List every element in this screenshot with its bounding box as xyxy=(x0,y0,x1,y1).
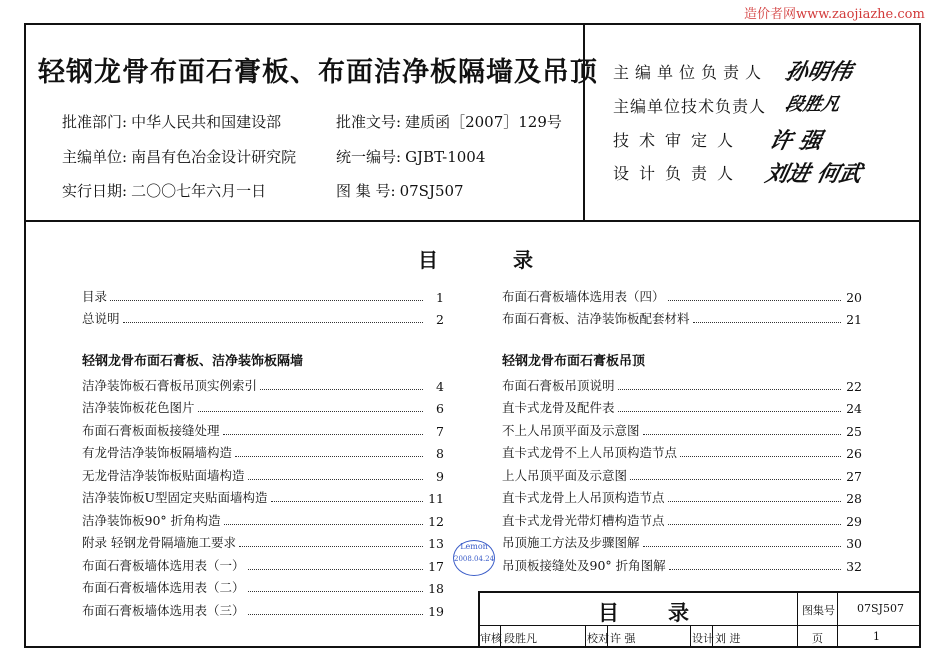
approval-dept-label: 批准部门: xyxy=(62,113,128,131)
signature-chief-unit: 孙明伟 xyxy=(782,59,855,85)
toc-entry[interactable]: 布面石膏板墙体选用表（四） 20 xyxy=(502,288,862,305)
toc-entry[interactable]: 直卡式龙骨不上人吊顶构造节点 26 xyxy=(502,445,862,461)
frame-bottom xyxy=(24,646,921,648)
frame-right xyxy=(919,23,921,648)
toc-left-top xyxy=(82,282,444,327)
toc-entry[interactable]: 布面石膏板吊顶说明 22 xyxy=(502,377,862,394)
signature-reviewer: 许 强 xyxy=(766,128,825,154)
unified-no-value: GJBT-1004 xyxy=(405,148,486,166)
toc-entry[interactable]: 无龙骨洁净装饰板贴面墙构造 9 xyxy=(82,467,444,484)
toc-right-items xyxy=(502,371,862,574)
toc-entry[interactable]: 不上人吊顶平面及示意图 25 xyxy=(502,422,862,439)
site-watermark: 造价者网www.zaojiazhe.com xyxy=(744,7,925,22)
titleblock-sep-4 xyxy=(690,625,691,647)
titleblock-mid xyxy=(478,625,921,626)
resp-role-tech-chief: 主编单位技术负责人 xyxy=(613,97,767,116)
titleblock-page-label: 页 xyxy=(812,632,823,645)
frame-top xyxy=(24,23,921,25)
stamp-name: Lemon xyxy=(460,542,488,551)
effective-value: 二〇〇七年六月一日 xyxy=(131,182,267,200)
frame-left xyxy=(24,23,26,648)
toc-entry[interactable]: 附录 轻钢龙骨隔墙施工要求 13 xyxy=(82,535,444,551)
editor-unit xyxy=(62,146,296,167)
titleblock-title-char-1: 目 xyxy=(598,601,619,625)
atlas-no-value: 07SJ507 xyxy=(399,182,464,200)
titleblock-design-name: 刘 进 xyxy=(715,632,741,645)
titleblock-check-label: 校对 xyxy=(587,632,609,645)
approval-dept xyxy=(62,111,281,132)
toc-entry[interactable]: 吊顶板接缝处及90° 折角图解 32 xyxy=(502,557,862,574)
lemon-stamp xyxy=(453,540,495,576)
toc-entry[interactable]: 有龙骨洁净装饰板隔墙构造 8 xyxy=(82,445,444,461)
approval-dept-value: 中华人民共和国建设部 xyxy=(131,113,282,131)
toc-right-section: 轻钢龙骨布面石膏板吊顶 xyxy=(502,354,646,369)
titleblock-sep-2 xyxy=(585,625,586,647)
titleblock-atlas-value: 07SJ507 xyxy=(857,602,904,615)
toc-entry[interactable]: 布面石膏板面板接缝处理 7 xyxy=(82,422,444,439)
titleblock-review-label: 审核 xyxy=(480,632,502,645)
resp-role-chief-unit: 主编单位负责人 xyxy=(613,63,768,82)
toc-entry[interactable]: 洁净装饰板石膏板吊顶实例索引 4 xyxy=(82,377,444,394)
effective-date xyxy=(62,180,266,201)
editor-value: 南昌有色冶金设计研究院 xyxy=(131,148,297,166)
toc-heading-char-1: 目 xyxy=(418,248,438,272)
toc-entry[interactable]: 洁净装饰板90° 折角构造 12 xyxy=(82,512,444,529)
approval-no-value: 建质函［2007］129号 xyxy=(405,113,562,131)
unified-no xyxy=(336,146,485,167)
approval-no-label: 批准文号: xyxy=(336,113,402,131)
titleblock-page-value: 1 xyxy=(873,630,880,643)
toc-entry[interactable]: 吊顶施工方法及步骤图解 30 xyxy=(502,535,862,551)
toc-left-section: 轻钢龙骨布面石膏板、洁净装饰板隔墙 xyxy=(82,354,304,369)
toc-heading-char-2: 录 xyxy=(513,248,533,272)
resp-role-design-lead: 设计负责人 xyxy=(613,164,744,183)
toc-entry[interactable]: 洁净装饰板花色图片 6 xyxy=(82,400,444,416)
toc-entry[interactable]: 总说明 2 xyxy=(82,311,444,327)
effective-label: 实行日期: xyxy=(62,182,128,200)
toc-entry[interactable]: 布面石膏板墙体选用表（二） 18 xyxy=(82,580,444,596)
titleblock-review-name: 段胜凡 xyxy=(504,632,537,645)
toc-entry[interactable]: 直卡式龙骨上人吊顶构造节点 28 xyxy=(502,490,862,506)
unified-no-label: 统一编号: xyxy=(336,148,402,166)
toc-entry[interactable]: 布面石膏板、洁净装饰板配套材料 21 xyxy=(502,311,862,327)
editor-label: 主编单位: xyxy=(62,148,128,166)
toc-entry[interactable]: 直卡式龙骨光带灯槽构造节点 29 xyxy=(502,512,862,529)
titleblock-atlas-label: 图集号 xyxy=(802,604,835,617)
toc-right-top xyxy=(502,282,862,327)
titleblock-sep-atlas xyxy=(797,591,798,648)
atlas-number xyxy=(336,180,464,201)
toc-entry[interactable]: 布面石膏板墙体选用表（三） 19 xyxy=(82,602,444,619)
titleblock-sep-atlas-value xyxy=(837,591,838,648)
toc-entry[interactable]: 洁净装饰板U型固定夹贴面墙构造 11 xyxy=(82,490,444,506)
titleblock-top xyxy=(478,591,921,593)
approval-no xyxy=(336,111,562,132)
toc-left-items xyxy=(82,371,444,619)
titleblock-title-char-2: 录 xyxy=(668,601,689,625)
stamp-date: 2008.04.24 xyxy=(454,555,495,563)
toc-entry[interactable]: 目录 1 xyxy=(82,288,444,305)
titleblock-design-label: 设计 xyxy=(692,632,714,645)
resp-role-reviewer: 技术审定人 xyxy=(613,131,744,150)
header-divider xyxy=(24,220,921,222)
signature-design-lead: 刘进 何武 xyxy=(762,161,865,187)
toc-entry[interactable]: 上人吊顶平面及示意图 27 xyxy=(502,467,862,484)
signature-tech-chief: 段胜凡 xyxy=(783,94,842,115)
toc-entry[interactable]: 布面石膏板墙体选用表（一） 17 xyxy=(82,557,444,574)
toc-entry[interactable]: 直卡式龙骨及配件表 24 xyxy=(502,400,862,416)
titleblock-check-name: 许 强 xyxy=(610,632,636,645)
atlas-no-label: 图 集 号: xyxy=(336,182,396,200)
atlas-title: 轻钢龙骨布面石膏板、布面洁净板隔墙及吊顶 xyxy=(38,57,598,88)
